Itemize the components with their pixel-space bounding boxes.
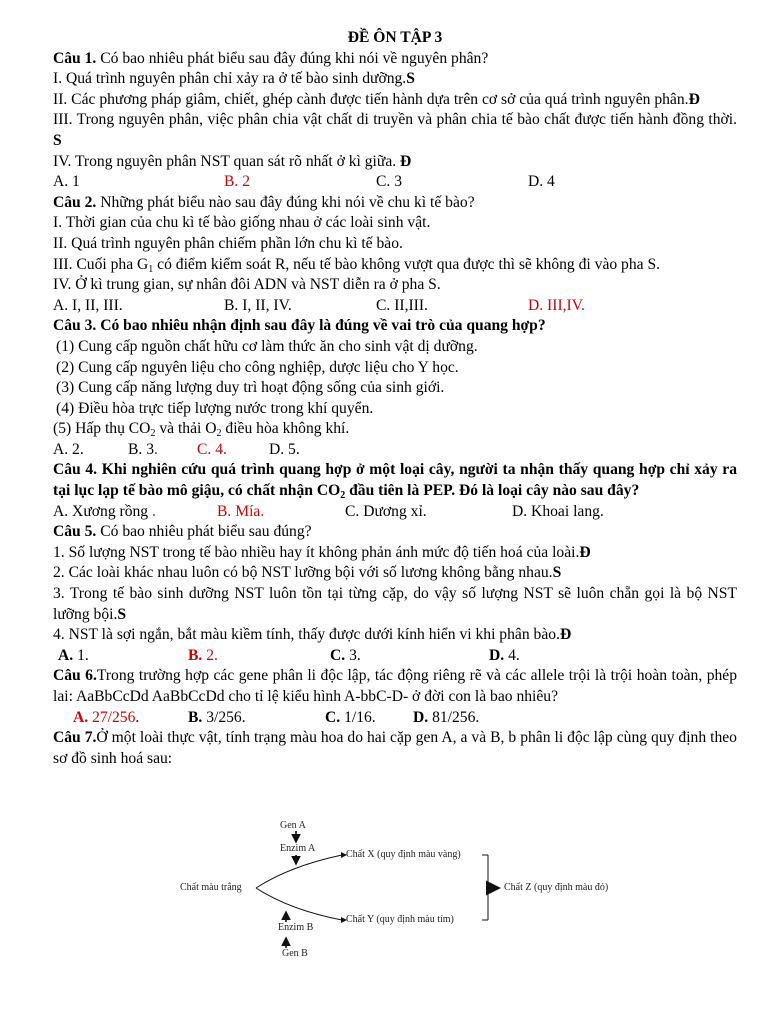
statement: (3) Cung cấp năng lượng duy trì hoạt động sống của sinh giới. <box>56 379 445 397</box>
answer-options <box>53 502 737 523</box>
option-a: A. I, II, III. <box>53 296 123 314</box>
option-b: B. 2 <box>224 173 250 191</box>
statement: IV. Trong nguyên phân NST quan sát rõ nhất ở kì giữa. Đ <box>53 152 412 170</box>
option-c: C. 1/16. <box>325 708 376 726</box>
question-text: Ở một loài thực vật, tính trạng màu hoa do hai cặp gen A, a và B, b phân li độc lập cùng quy định theo sơ đồ sinh hoá sau: <box>53 729 737 767</box>
answer-options <box>53 172 737 193</box>
option-a: A. 27/256. <box>73 708 140 726</box>
question-6 <box>53 666 737 707</box>
question-label: Câu 4. <box>53 461 98 479</box>
statement: 3. Trong tế bào sinh dưỡng NST luôn tồn tại từng cặp, do vậy số lượng NST sẽ luôn chẵn gọi là bộ NST lưỡng bội.S <box>53 585 737 623</box>
answer-options <box>53 646 737 667</box>
option-a: A. 2. <box>53 440 84 458</box>
question-label: Câu 2. <box>53 193 97 211</box>
label-chat-mau-trang: Chất màu trắng <box>180 882 242 893</box>
label-chat-z: Chất Z (quy định màu đỏ) <box>504 882 609 893</box>
statement: III. Trong nguyên phân, việc phân chia vật chất di truyền và phân chia tế bào chất được tiến hành đồng thời. S <box>53 111 737 149</box>
option-d: D. 4. <box>489 646 520 664</box>
option-d: D. 5. <box>269 440 300 458</box>
question-label: Câu 5. <box>53 523 97 541</box>
option-c: C. 4. <box>197 440 227 458</box>
option-b: B. Mía. <box>217 502 265 520</box>
statement: II. Các phương pháp giâm, chiết, ghép cành được tiến hành dựa trên cơ sở của quá trình nguyên phân.Đ <box>53 90 700 108</box>
option-b: B. 3/256. <box>188 708 246 726</box>
answer-options <box>53 296 737 317</box>
statement: I. Quá trình nguyên phân chỉ xảy ra ở tế bào sinh dưỡng.S <box>53 70 415 88</box>
answer-mark: Đ <box>400 152 412 170</box>
answer-mark: S <box>117 605 127 623</box>
question-label: Câu 7. <box>53 729 97 747</box>
question-text: Có bao nhiêu phát biểu sau đây đúng khi nói về nguyên phân? <box>96 49 489 67</box>
question-3: Câu 3. Có bao nhiêu nhận định sau đây là đúng về vai trò của quang hợp? <box>53 317 546 335</box>
question-label: Câu 1. <box>53 49 97 67</box>
statement: (4) Điều hòa trực tiếp lượng nước trong khí quyển. <box>56 399 374 417</box>
answer-mark: S <box>552 564 562 582</box>
option-d: D. III,IV. <box>528 296 585 314</box>
label-gen-b: Gen B <box>282 948 308 959</box>
option-a: A. 1. <box>58 646 89 664</box>
option-b: B. 2. <box>188 646 218 664</box>
option-c: C. 3. <box>330 646 361 664</box>
answer-options <box>53 440 737 461</box>
option-c: C. Dương xỉ. <box>345 502 427 520</box>
option-b: B. 3. <box>128 440 158 458</box>
statement: III. Cuối pha $G_1$ có điểm kiểm soát R, nếu tế bào không vượt qua được thì sẽ không đi vào pha S. <box>53 255 661 275</box>
option-c: C. II,III. <box>376 296 428 314</box>
label-chat-x: Chất X (quy định màu vàng) <box>346 849 461 860</box>
question-1 <box>53 49 737 70</box>
statement: (5) Hấp thụ $CO_2$ và thải $O_2$ điều hòa không khí. <box>53 420 350 440</box>
option-c: C. 3 <box>376 173 402 191</box>
page-title: ĐỀ ÔN TẬP 3 <box>347 29 443 46</box>
option-d: D. 81/256. <box>413 708 480 726</box>
question-7 <box>53 728 737 769</box>
answer-mark: Đ <box>688 90 700 108</box>
statement: 4. NST là sợi ngắn, bắt màu kiềm tính, thấy được dưới kính hiển vi khi phân bào.Đ <box>53 626 572 644</box>
question-2 <box>53 193 737 214</box>
answer-options <box>53 708 737 729</box>
option-d: D. Khoai lang. <box>512 502 604 520</box>
question-text: Có bao nhiêu phát biểu sau đúng? <box>96 523 312 541</box>
statement: IV. Ở kì trung gian, sự nhân đôi ADN và NST diễn ra ở pha S. <box>53 276 441 294</box>
question-5 <box>53 522 737 543</box>
statement: II. Quá trình nguyên phân chiếm phần lớn chu kì tế bào. <box>53 234 403 252</box>
label-enzim-b: Enzim B <box>278 922 314 933</box>
answer-mark: Đ <box>559 626 572 644</box>
option-a: A. Xương rồng . <box>53 502 156 520</box>
statement: (2) Cung cấp nguyên liệu cho công nghiệp, dược liệu cho Y học. <box>56 358 459 376</box>
option-b: B. I, II, IV. <box>224 296 292 314</box>
question-label: Câu 6. <box>53 667 97 685</box>
question-text: Trong trường hợp các gene phân li độc lập, tác động riêng rẽ và các allele trội là trội hoàn toàn, phép lai: AaBbCcDd AaBbCcDd cho tỉ lệ kiểu hình A-bbC-D- ở đời con là bao nhiêu? <box>53 667 738 705</box>
label-gen-a: Gen A <box>280 820 306 831</box>
option-d: D. 4 <box>528 173 555 191</box>
statement: I. Thời gian của chu kì tế bào giống nhau ở các loài sinh vật. <box>53 214 431 232</box>
answer-mark: S <box>53 131 62 149</box>
statement: 2. Các loài khác nhau luôn có bộ NST lưỡng bội với số lương không bằng nhau.S <box>53 564 562 582</box>
document-page <box>53 28 737 769</box>
answer-mark: S <box>406 70 415 88</box>
answer-mark: Đ <box>579 543 591 561</box>
statement: 1. Số lượng NST trong tế bào nhiều hay ít không phản ánh mức độ tiến hoá của loài.Đ <box>53 543 591 561</box>
biochemical-pathway-diagram <box>170 818 630 960</box>
label-enzim-a: Enzim A <box>280 843 316 854</box>
question-text: Những phát biểu nào sau đây đúng khi nói về chu kì tế bào? <box>96 193 475 211</box>
statement: (1) Cung cấp nguồn chất hữu cơ làm thức ăn cho sinh vật dị dưỡng. <box>56 337 478 355</box>
label-chat-y: Chất Y (quy định màu tím) <box>346 914 454 925</box>
question-4: Câu 4. Khi nghiên cứu quá trình quang hợp ở một loại cây, người ta nhận thấy quang hợp chỉ xảy ra tại lục lạp tế bào mô giậu, có chất nhận $CO_2$ đầu tiên là PEP. Đó là loại cây nào sau đây? <box>53 461 737 502</box>
option-a: A. 1 <box>53 173 80 191</box>
